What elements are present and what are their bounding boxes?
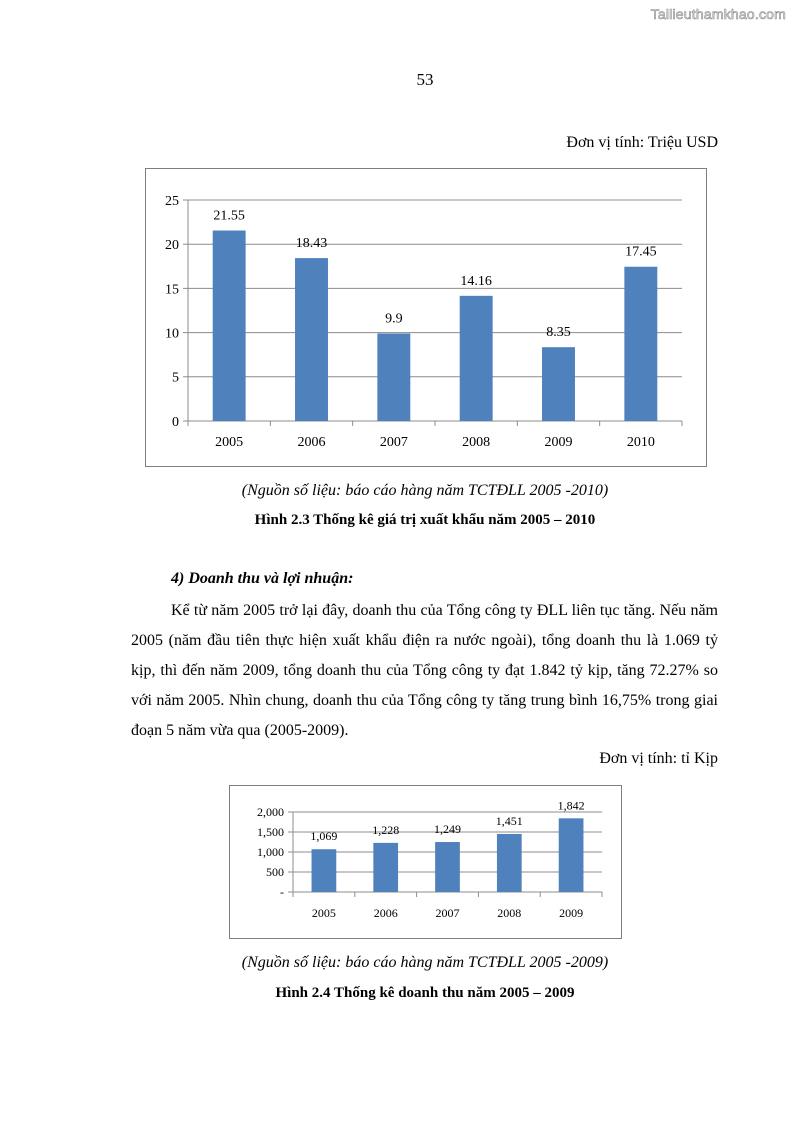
y-tick-label: 1,000: [257, 845, 284, 860]
y-tick-label: 1,500: [257, 825, 284, 840]
x-tick-label: 2006: [297, 435, 326, 450]
export-value-chart: [145, 168, 707, 467]
y-tick-label: 25: [165, 193, 179, 209]
y-tick-label: 2,000: [257, 805, 284, 820]
x-tick-label: 2005: [311, 906, 336, 920]
watermark: Tailieuthamkhao.com: [650, 6, 786, 22]
bar: [460, 296, 493, 421]
y-tick-label: 5: [172, 370, 179, 386]
y-tick-label: -: [280, 885, 284, 900]
data-label: 9.9: [385, 311, 403, 327]
bar: [542, 347, 575, 421]
x-tick-label: 2007: [435, 906, 460, 920]
x-tick-label: 2008: [462, 435, 491, 450]
data-label: 1,842: [557, 798, 585, 813]
x-tick-label: 2008: [497, 906, 522, 920]
figure2-title: Hình 2.4 Thống kê doanh thu năm 2005 – 2009: [275, 985, 575, 1001]
data-label: 1,451: [495, 813, 523, 828]
bar: [213, 230, 246, 421]
bar: [435, 842, 460, 892]
bar: [295, 258, 328, 421]
data-label: 18.43: [295, 236, 328, 252]
page-number: 53: [416, 70, 434, 89]
x-tick-label: 2010: [626, 435, 655, 450]
y-tick-label: 15: [165, 282, 179, 298]
data-label: 8.35: [546, 325, 571, 341]
data-label: 1,069: [310, 829, 338, 844]
revenue-chart-svg: [230, 786, 621, 938]
y-tick-label: 20: [165, 238, 179, 254]
data-label: 21.55: [213, 208, 245, 224]
data-label: 14.16: [460, 273, 492, 289]
x-tick-label: 2006: [373, 906, 398, 920]
x-tick-label: 2009: [559, 906, 584, 920]
figure1-title: Hình 2.3 Thống kê giá trị xuất khẩu năm 2005 – 2010: [254, 512, 596, 528]
x-tick-label: 2005: [215, 435, 244, 450]
x-tick-label: 2009: [544, 435, 573, 450]
bar: [373, 843, 398, 892]
data-label: 1,228: [372, 822, 400, 837]
x-tick-label: 2007: [379, 435, 408, 450]
y-tick-label: 500: [266, 865, 284, 880]
data-label: 1,249: [434, 822, 461, 837]
bar: [312, 849, 337, 892]
section-heading: 4) Doanh thu và lợi nhuận:: [171, 570, 354, 587]
y-tick-label: 0: [172, 414, 179, 430]
body-paragraph: Kể từ năm 2005 trở lại đây, doanh thu của Tổng công ty ĐLL liên tục tăng. Nếu năm 2005 (năm đầu tiên thực hiện xuất khẩu điện ra nước ngoài), tổng doanh thu là 1.069 tỷ kịp, thì đến năm 2009, tổng doanh thu của Tổng công ty đạt 1.842 tỷ kịp, tăng 72.27% so với năm 2005. Nhìn chung, doanh thu của Tổng công ty tăng trung bình 16,75% trong giai đoạn 5 năm vừa qua (2005-2009).: [131, 602, 718, 739]
bar: [377, 333, 410, 421]
data-label: 17.45: [625, 244, 657, 260]
figure2-unit: Đơn vị tính: tỉ Kịp: [599, 750, 718, 767]
bar: [497, 834, 522, 892]
bar: [559, 818, 584, 892]
figure1-source: (Nguồn số liệu: báo cáo hàng năm TCTĐLL 2005 -2010): [241, 482, 609, 499]
export-value-chart-svg: [146, 169, 706, 466]
revenue-chart: [229, 785, 622, 939]
y-tick-label: 10: [165, 326, 179, 342]
figure2-source: (Nguồn số liệu: báo cáo hàng năm TCTĐLL 2005 -2009): [241, 954, 609, 971]
figure1-unit: Đơn vị tính: Triệu USD: [566, 134, 718, 151]
bar: [624, 267, 657, 421]
